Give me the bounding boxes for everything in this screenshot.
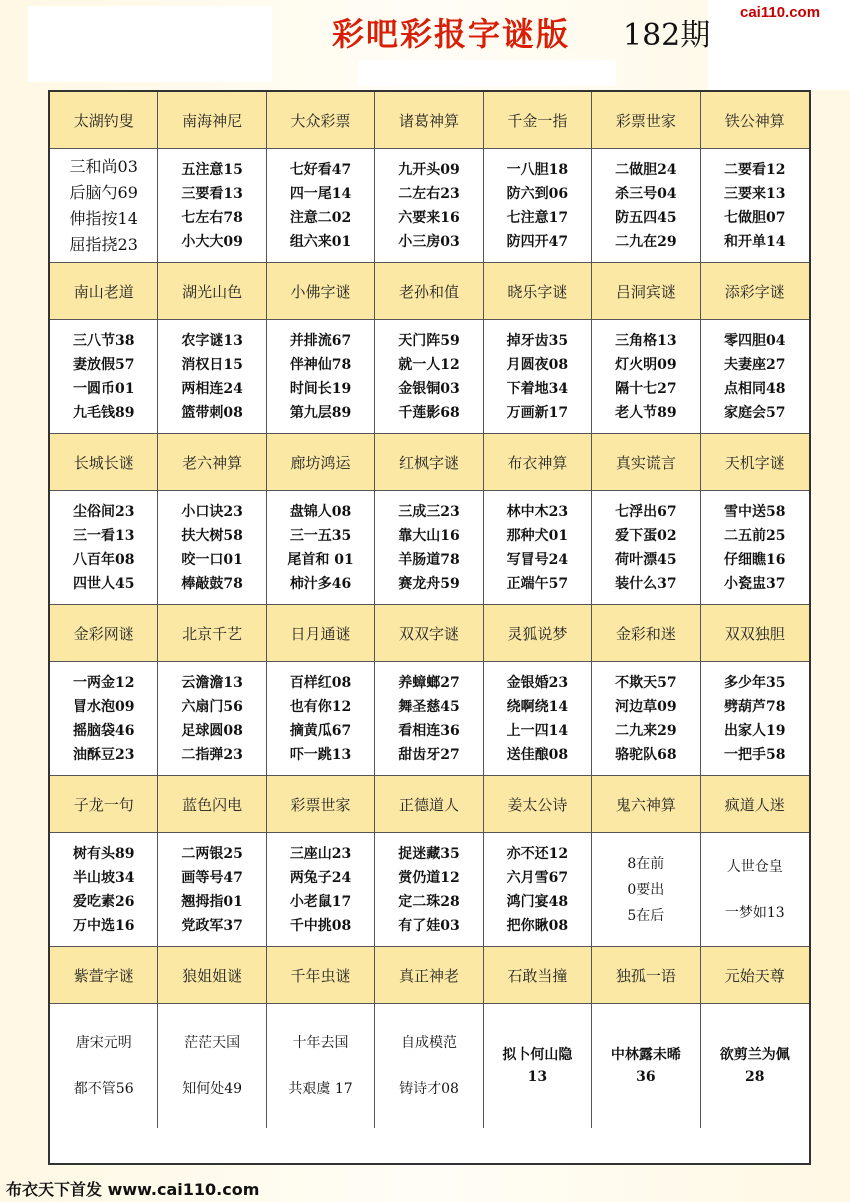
riddle-cell bbox=[484, 491, 592, 605]
riddle-line: 点相同48 bbox=[724, 380, 786, 397]
riddle-line: 消权日15 bbox=[181, 356, 243, 373]
column-header: 疯道人迷 bbox=[701, 776, 809, 833]
riddle-line: 自成模范 bbox=[400, 1035, 457, 1051]
riddle-cell bbox=[158, 1004, 266, 1128]
riddle-line: 三和尚03 bbox=[69, 156, 138, 176]
riddle-line: 爱下蛋02 bbox=[615, 527, 677, 544]
riddle-line: 三一五35 bbox=[289, 527, 352, 544]
riddle-cell bbox=[484, 320, 592, 434]
riddle-line: 装什么37 bbox=[615, 575, 677, 592]
column-header: 湖光山色 bbox=[158, 263, 266, 320]
column-header: 元始天尊 bbox=[701, 947, 809, 1004]
riddle-line: 赛龙舟59 bbox=[398, 575, 460, 592]
riddle-line: 夫妻座27 bbox=[724, 356, 786, 373]
riddle-line: 不欺天57 bbox=[615, 674, 677, 691]
riddle-line: 骆驼队68 bbox=[615, 746, 677, 763]
column-header: 红枫字谜 bbox=[375, 434, 483, 491]
riddle-cell bbox=[375, 320, 483, 434]
riddle-line: 翘拇指01 bbox=[181, 893, 243, 910]
riddle-line: 0要出 bbox=[627, 881, 665, 898]
riddle-cell bbox=[701, 662, 809, 776]
riddle-line: 三成三23 bbox=[398, 503, 460, 520]
riddle-line: 中林露未晞 bbox=[610, 1047, 681, 1063]
riddle-line: 养蟑螂27 bbox=[398, 674, 460, 691]
riddle-cell bbox=[158, 491, 266, 605]
riddle-line: 13 bbox=[527, 1069, 548, 1085]
riddle-cell bbox=[701, 491, 809, 605]
column-header: 石敢当撞 bbox=[484, 947, 592, 1004]
riddle-line: 画等号47 bbox=[181, 869, 243, 886]
riddle-line: 五注意15 bbox=[181, 161, 243, 178]
column-header: 鬼六神算 bbox=[592, 776, 700, 833]
column-header: 南海神尼 bbox=[158, 92, 266, 149]
riddle-line: 第九层89 bbox=[289, 404, 352, 421]
riddle-cell bbox=[50, 149, 158, 263]
column-header: 彩票世家 bbox=[267, 776, 375, 833]
riddle-line: 月圆夜08 bbox=[506, 356, 569, 373]
riddle-line: 8在前 bbox=[627, 855, 665, 872]
riddle-line: 半山坡34 bbox=[72, 869, 135, 886]
riddle-line: 一梦如13 bbox=[724, 904, 785, 921]
riddle-cell bbox=[375, 149, 483, 263]
riddle-line: 三要看13 bbox=[181, 185, 243, 202]
riddle-cell bbox=[484, 662, 592, 776]
riddle-line: 唐宋元明 bbox=[75, 1035, 132, 1051]
riddle-line: 出家人19 bbox=[724, 722, 786, 739]
riddle-line: 云澹澹13 bbox=[181, 674, 243, 691]
riddle-line: 足球圆08 bbox=[181, 722, 243, 739]
column-header: 诸葛神算 bbox=[375, 92, 483, 149]
riddle-line: 九开头09 bbox=[398, 161, 460, 178]
riddle-line: 后脑勺69 bbox=[69, 182, 138, 202]
riddle-line: 家庭会57 bbox=[724, 404, 786, 421]
riddle-cell bbox=[592, 1004, 700, 1128]
riddle-line: 尘俗间23 bbox=[72, 503, 135, 520]
riddle-line: 七浮出67 bbox=[615, 503, 677, 520]
riddle-line: 六月雪67 bbox=[506, 869, 569, 886]
riddle-line: 把你瞅08 bbox=[506, 917, 569, 934]
column-header: 铁公神算 bbox=[701, 92, 809, 149]
column-header: 老孙和值 bbox=[375, 263, 483, 320]
riddle-cell bbox=[484, 149, 592, 263]
column-header: 真正神老 bbox=[375, 947, 483, 1004]
riddle-line: 荷叶漂45 bbox=[615, 551, 677, 568]
column-header: 紫萱字谜 bbox=[50, 947, 158, 1004]
riddle-line: 妻放假57 bbox=[72, 356, 135, 373]
riddle-line: 一两金12 bbox=[72, 674, 135, 691]
riddle-cell bbox=[158, 662, 266, 776]
riddle-cell bbox=[158, 149, 266, 263]
riddle-line: 二做胆24 bbox=[615, 161, 677, 178]
column-header: 灵狐说梦 bbox=[484, 605, 592, 662]
riddle-line: 正端午57 bbox=[506, 575, 569, 592]
riddle-line: 十年去国 bbox=[292, 1035, 349, 1051]
riddle-line: 写冒号24 bbox=[506, 551, 569, 568]
riddle-line: 杀三号04 bbox=[615, 185, 677, 202]
riddle-line: 也有你12 bbox=[289, 698, 352, 715]
riddle-line: 就一人12 bbox=[398, 356, 460, 373]
column-header: 彩票世家 bbox=[592, 92, 700, 149]
riddle-line: 林中木23 bbox=[506, 503, 569, 520]
riddle-line: 鸿门宴48 bbox=[506, 893, 569, 910]
column-header: 子龙一句 bbox=[50, 776, 158, 833]
riddle-cell bbox=[267, 149, 375, 263]
riddle-line: 咬一口01 bbox=[181, 551, 243, 568]
riddle-line: 都不管56 bbox=[73, 1081, 134, 1097]
riddle-cell bbox=[484, 833, 592, 947]
riddle-line: 小口诀23 bbox=[181, 503, 243, 520]
column-header: 大众彩票 bbox=[267, 92, 375, 149]
column-header: 太湖钓叟 bbox=[50, 92, 158, 149]
riddle-cell bbox=[267, 1004, 375, 1128]
riddle-line: 掉牙齿35 bbox=[506, 332, 569, 349]
riddle-cell bbox=[701, 1004, 809, 1128]
riddle-line: 摇脑袋46 bbox=[72, 722, 135, 739]
riddle-line: 二两银25 bbox=[181, 845, 243, 862]
riddle-line: 七做胆07 bbox=[724, 209, 786, 226]
blank-header-area bbox=[28, 6, 272, 82]
riddle-line: 七注意17 bbox=[506, 209, 569, 226]
riddle-line: 三要来13 bbox=[724, 185, 786, 202]
riddle-line: 金银婚23 bbox=[506, 674, 569, 691]
column-header: 真实谎言 bbox=[592, 434, 700, 491]
riddle-line: 靠大山16 bbox=[398, 527, 460, 544]
riddle-cell bbox=[267, 833, 375, 947]
riddle-line: 河边草09 bbox=[615, 698, 677, 715]
column-header: 金彩网谜 bbox=[50, 605, 158, 662]
riddle-line: 看相连36 bbox=[398, 722, 460, 739]
riddle-line: 绕啊绕14 bbox=[506, 698, 569, 715]
riddle-line: 七好看47 bbox=[289, 161, 352, 178]
riddle-line: 小大大09 bbox=[181, 233, 243, 250]
riddle-cell bbox=[267, 491, 375, 605]
riddle-line: 零四胆04 bbox=[724, 332, 786, 349]
riddle-line: 三八节38 bbox=[72, 332, 135, 349]
riddle-cell bbox=[701, 149, 809, 263]
riddle-cell bbox=[592, 491, 700, 605]
riddle-line: 防六到06 bbox=[506, 185, 569, 202]
riddle-line: 防四开47 bbox=[506, 233, 569, 250]
blank-header-strip bbox=[358, 60, 616, 86]
riddle-line: 盘锦人08 bbox=[289, 503, 352, 520]
column-header: 金彩和迷 bbox=[592, 605, 700, 662]
riddle-line: 老人节89 bbox=[615, 404, 677, 421]
riddle-line: 甜齿牙27 bbox=[398, 746, 460, 763]
riddle-line: 伸指按14 bbox=[69, 208, 138, 228]
column-header: 吕洞宾谜 bbox=[592, 263, 700, 320]
riddle-line: 农字谜13 bbox=[181, 332, 243, 349]
column-header: 布衣神算 bbox=[484, 434, 592, 491]
riddle-line: 36 bbox=[636, 1069, 656, 1085]
column-header: 正德道人 bbox=[375, 776, 483, 833]
riddle-line: 拟卜何山隐 bbox=[502, 1047, 573, 1063]
riddle-line: 二九来29 bbox=[615, 722, 677, 739]
page-title: 彩吧彩报字谜版 bbox=[332, 15, 571, 53]
riddle-line: 仔细瞧16 bbox=[724, 551, 786, 568]
riddle-line: 亦不还12 bbox=[506, 845, 569, 862]
riddle-line: 舞圣慈45 bbox=[398, 698, 460, 715]
riddle-line: 三角格13 bbox=[615, 332, 677, 349]
riddle-cell bbox=[592, 662, 700, 776]
column-header: 蓝色闪电 bbox=[158, 776, 266, 833]
riddle-line: 油酥豆23 bbox=[72, 746, 135, 763]
riddle-line: 六要来16 bbox=[398, 209, 460, 226]
riddle-line: 赏仍道12 bbox=[398, 869, 460, 886]
riddle-line: 篮带刺08 bbox=[181, 404, 243, 421]
riddle-cell bbox=[267, 662, 375, 776]
riddle-line: 伴神仙78 bbox=[289, 356, 352, 373]
riddle-line: 三一看13 bbox=[72, 527, 135, 544]
riddle-line: 5在后 bbox=[627, 907, 665, 924]
column-header: 狼姐姐谜 bbox=[158, 947, 266, 1004]
riddle-line: 尾首和 01 bbox=[287, 551, 354, 568]
riddle-line: 屈指挠23 bbox=[69, 234, 138, 254]
riddle-line: 二九在29 bbox=[615, 233, 677, 250]
column-header: 千年虫谜 bbox=[267, 947, 375, 1004]
column-header: 老六神算 bbox=[158, 434, 266, 491]
column-header: 天机字谜 bbox=[701, 434, 809, 491]
riddle-line: 一八胆18 bbox=[506, 161, 569, 178]
riddle-cell bbox=[484, 1004, 592, 1128]
riddle-line: 和开单14 bbox=[724, 233, 786, 250]
riddle-line: 并排流67 bbox=[289, 332, 352, 349]
riddle-line: 多少年35 bbox=[724, 674, 786, 691]
riddle-table bbox=[48, 90, 811, 1165]
riddle-line: 有了娃03 bbox=[398, 917, 460, 934]
riddle-cell bbox=[50, 833, 158, 947]
riddle-line: 上一四14 bbox=[506, 722, 569, 739]
column-header: 双双字谜 bbox=[375, 605, 483, 662]
riddle-line: 百样红08 bbox=[289, 674, 352, 691]
column-header: 添彩字谜 bbox=[701, 263, 809, 320]
riddle-line: 隔十七27 bbox=[615, 380, 677, 397]
riddle-line: 金银铜03 bbox=[398, 380, 460, 397]
riddle-line: 灯火明09 bbox=[615, 356, 677, 373]
riddle-line: 树有头89 bbox=[72, 845, 135, 862]
riddle-cell bbox=[158, 833, 266, 947]
riddle-line: 党政军37 bbox=[181, 917, 243, 934]
riddle-line: 三座山23 bbox=[289, 845, 352, 862]
riddle-line: 时间长19 bbox=[289, 380, 352, 397]
riddle-line: 棒敲鼓78 bbox=[181, 575, 243, 592]
riddle-line: 小老鼠17 bbox=[289, 893, 352, 910]
column-header: 小佛字谜 bbox=[267, 263, 375, 320]
riddle-line: 爱吃素26 bbox=[72, 893, 135, 910]
riddle-line: 定二珠28 bbox=[398, 893, 460, 910]
riddle-line: 共艰虞 17 bbox=[288, 1081, 353, 1097]
riddle-line: 捉迷藏35 bbox=[398, 845, 460, 862]
riddle-line: 知何处49 bbox=[182, 1081, 243, 1097]
riddle-line: 小三房03 bbox=[398, 233, 460, 250]
riddle-cell bbox=[50, 320, 158, 434]
riddle-line: 一圆币01 bbox=[72, 380, 135, 397]
riddle-line: 七左右78 bbox=[181, 209, 243, 226]
column-header: 双双独胆 bbox=[701, 605, 809, 662]
column-header: 南山老道 bbox=[50, 263, 158, 320]
riddle-cell bbox=[267, 320, 375, 434]
riddle-cell bbox=[375, 662, 483, 776]
column-header: 晓乐字谜 bbox=[484, 263, 592, 320]
riddle-line: 组六来01 bbox=[289, 233, 352, 250]
column-header: 千金一指 bbox=[484, 92, 592, 149]
riddle-cell bbox=[592, 320, 700, 434]
riddle-line: 四一尾14 bbox=[289, 185, 352, 202]
column-header: 廊坊鸿运 bbox=[267, 434, 375, 491]
riddle-line: 六扇门56 bbox=[181, 698, 243, 715]
riddle-cell bbox=[592, 833, 700, 947]
riddle-cell bbox=[701, 833, 809, 947]
riddle-line: 天门阵59 bbox=[398, 332, 460, 349]
riddle-line: 二指弹23 bbox=[181, 746, 243, 763]
riddle-cell bbox=[375, 1004, 483, 1128]
riddle-line: 四世人45 bbox=[72, 575, 135, 592]
riddle-line: 二五前25 bbox=[724, 527, 786, 544]
riddle-line: 九毛钱89 bbox=[72, 404, 135, 421]
riddle-line: 万中选16 bbox=[72, 917, 135, 934]
riddle-cell bbox=[375, 833, 483, 947]
riddle-line: 防五四45 bbox=[615, 209, 677, 226]
column-header: 姜太公诗 bbox=[484, 776, 592, 833]
column-header: 长城长谜 bbox=[50, 434, 158, 491]
riddle-line: 万画新17 bbox=[506, 404, 569, 421]
riddle-line: 那种犬01 bbox=[506, 527, 569, 544]
footer-credit: 布衣天下首发 www.cai110.com bbox=[6, 1180, 260, 1199]
riddle-line: 吓一跳13 bbox=[289, 746, 352, 763]
riddle-line: 欲剪兰为佩 bbox=[719, 1047, 790, 1063]
riddle-cell bbox=[592, 149, 700, 263]
site-badge[interactable]: cai110.com bbox=[740, 4, 821, 21]
riddle-line: 茫茫天国 bbox=[184, 1035, 241, 1051]
riddle-line: 两兔子24 bbox=[289, 869, 352, 886]
riddle-line: 二要看12 bbox=[724, 161, 786, 178]
riddle-line: 下着地34 bbox=[506, 380, 569, 397]
riddle-line: 扶大树58 bbox=[181, 527, 243, 544]
riddle-cell bbox=[50, 662, 158, 776]
riddle-line: 小瓷盅37 bbox=[724, 575, 786, 592]
riddle-line: 劈葫芦78 bbox=[724, 698, 786, 715]
riddle-line: 羊肠道78 bbox=[398, 551, 460, 568]
riddle-line: 雪中送58 bbox=[724, 503, 786, 520]
riddle-line: 千中挑08 bbox=[289, 917, 352, 934]
riddle-line: 送佳酿08 bbox=[506, 746, 569, 763]
column-header: 独孤一语 bbox=[592, 947, 700, 1004]
riddle-cell bbox=[50, 1004, 158, 1128]
issue-number: 182期 bbox=[623, 18, 711, 53]
riddle-cell bbox=[701, 320, 809, 434]
riddle-line: 人世仓皇 bbox=[726, 858, 783, 875]
riddle-line: 二左右23 bbox=[398, 185, 460, 202]
column-header: 北京千艺 bbox=[158, 605, 266, 662]
riddle-line: 冒水泡09 bbox=[72, 698, 135, 715]
riddle-cell bbox=[50, 491, 158, 605]
riddle-line: 一把手58 bbox=[724, 746, 786, 763]
riddle-line: 铸诗才08 bbox=[399, 1081, 459, 1097]
riddle-line: 两相连24 bbox=[181, 380, 243, 397]
column-header: 日月通谜 bbox=[267, 605, 375, 662]
riddle-line: 注意二02 bbox=[289, 209, 352, 226]
riddle-cell bbox=[158, 320, 266, 434]
riddle-line: 柿汁多46 bbox=[289, 575, 352, 592]
riddle-line: 八百年08 bbox=[72, 551, 135, 568]
riddle-cell bbox=[375, 491, 483, 605]
riddle-line: 28 bbox=[745, 1069, 765, 1085]
riddle-line: 千莲影68 bbox=[398, 404, 460, 421]
riddle-line: 摘黄瓜67 bbox=[289, 722, 352, 739]
